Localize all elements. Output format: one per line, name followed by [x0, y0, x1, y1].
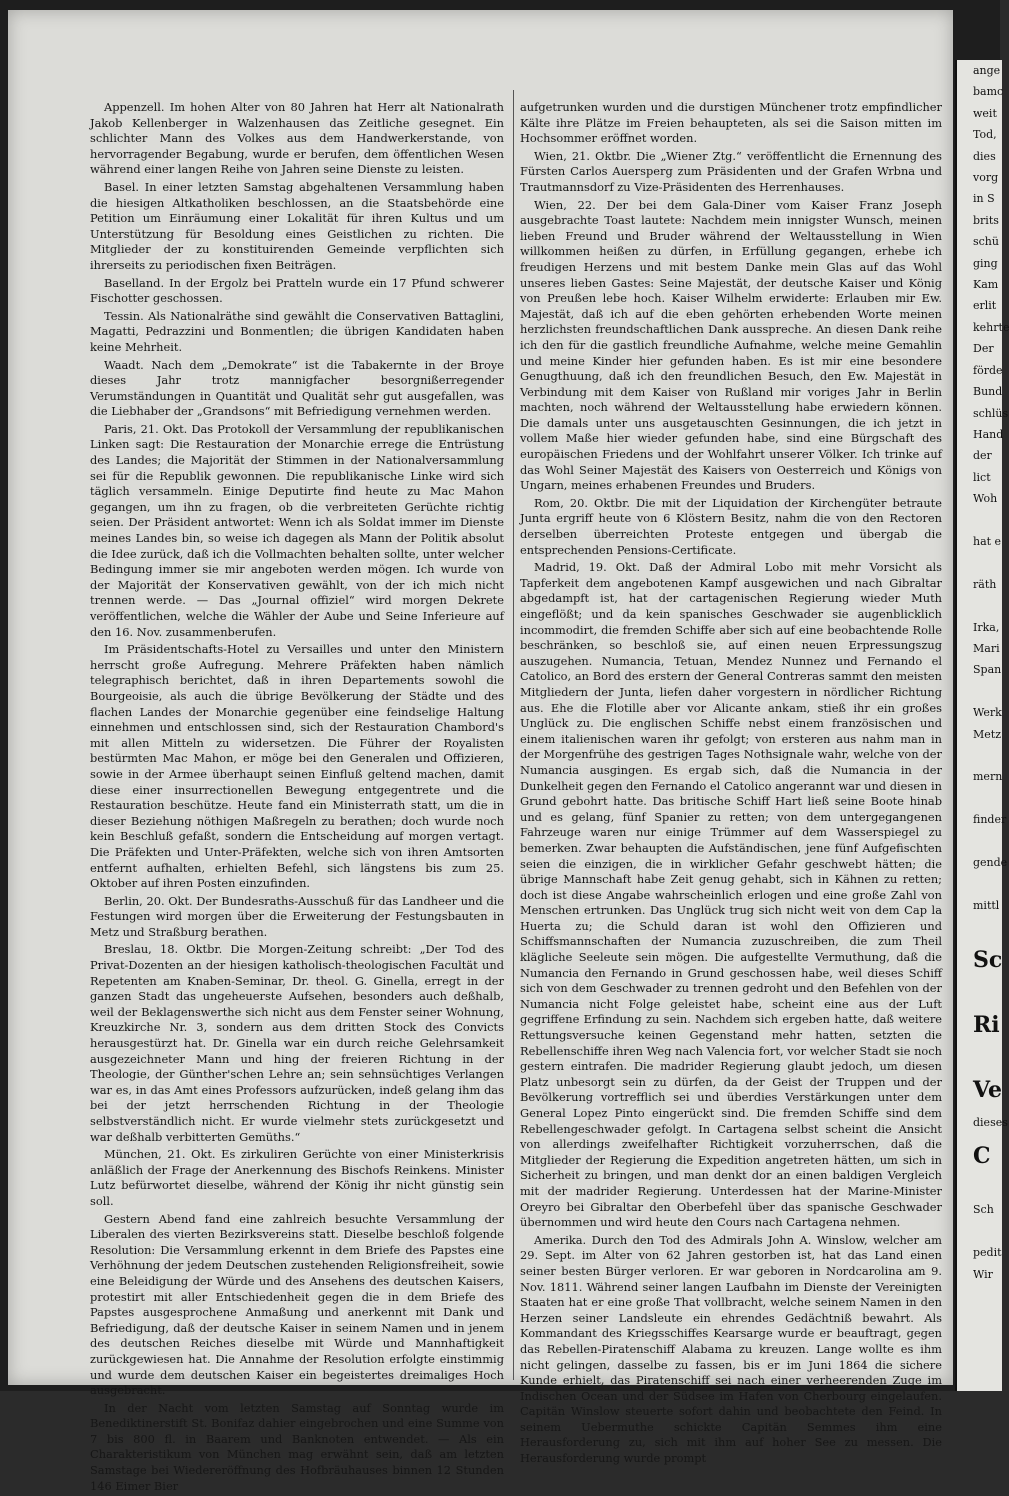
article-waadt: Waadt. Nach dem „Demokrate“ ist die Tabakernte in der Broye dieses Jahr trotz mannigfacher besorgnißerregender Verumständungen in Quantität und Qualität sehr gut ausgefallen, was die Liebhaber der „Grandsons“ mit Befriedigung vernehmen werden.: [90, 357, 504, 419]
edge-fragment: hat e: [973, 534, 1002, 548]
article-rom: Rom, 20. Oktbr. Die mit der Liquidation der Kirchengüter betraute Junta ergriff heute von 6 Klöstern Besitz, nahm die von den Rectoren derselben überreichten Proteste entgegen und übergab die entsprechenden Pensions-Certificate.: [520, 495, 942, 557]
edge-fragment: pedit: [973, 1246, 1002, 1260]
edge-fragment: ging: [973, 256, 998, 270]
edge-fragment: [957, 1047, 1002, 1068]
edge-fragment: [957, 1221, 1002, 1242]
edge-fragment: [957, 510, 1002, 531]
article-wien-21: Wien, 21. Oktbr. Die „Wiener Ztg.“ veröffentlicht die Ernennung des Fürsten Carlos Auersperg zum Präsidenten und der Grafen Wrbna und Trautmannsdorf zu Vize-Präsidenten des Herrenhauses.: [520, 148, 942, 194]
article-wien-22: Wien, 22. Der bei dem Gala-Diner vom Kaiser Franz Joseph ausgebrachte Toast lautete: Nachdem mein innigster Wunsch, meinen lieben Freund und Bruder während der Weltausstellung in Wien willkommen heißen zu dürfen, in Erfüllung gegangen, erhebe ich freudigen Herzens und mit bestem Danke mein Glas auf das Wohl unseres lieben Gastes: Seine Majestät, der deutsche Kaiser und König von Preußen lebe hoch. Kaiser Wilhelm erwiderte: Erlauben mir Ew. Majestät, daß ich auf die eben gehörten erhebenden Worte meinen herzlichsten freundschaftlichen Dank ausspreche. An diesen Dank reihe ich den für die gastlich freundliche Aufnahme, welche meine Gemahlin und meine Kinder hier gefunden haben. Es ist mir eine besondere Genugthuung, daß ich den freundlichen Besuch, den Ew. Majestät in Verbindung mit dem Kaiser von Rußland mir voriges Jahr in Berlin machten, noch während der Weltausstellung habe erwiedern können. Die damals unter uns ausgetauschten Gesinnungen, die ich jetzt in vollem Maße hier wieder gefunden habe, sind eine Bürgschaft des europäischen Friedens und der Wohlfahrt unserer Völker. Ich trinke auf das Wohl Seiner Majestät des Kaisers von Oesterreich und Königs von Ungarn, meines erhabenen Freundes und Bruders.: [520, 197, 942, 493]
edge-fragment: in S: [973, 192, 995, 206]
edge-fragment: schlüs: [973, 406, 1009, 420]
article-amerika: Amerika. Durch den Tod des Admirals John A. Winslow, welcher am 29. Sept. im Alter von 62 Jahren gestorben ist, hat das Land einen seiner besten Bürger verloren. Er war geboren in Nordcarolina am 9. Nov. 1811. Während seiner langen Laufbahn im Dienste der Vereinigten Staaten hat er eine große That vollbracht, welche seinem Namen in den Herzen seiner Landsleute ein ehrendes Gedächtniß bewahrt. Als Kommandant des Kriegsschiffes Kearsarge wurde er beauftragt, gegen das Rebellen-Piratenschiff Alabama zu kreuzen. Lange wollte es ihm nicht gelingen, dasselbe zu fassen, bis er im Juni 1864 die sichere Kunde erhielt, das Piratenschiff sei nach einer verheerenden Zuge im Indischen Ocean und der Südsee im Hafen von Cherbourg eingelaufen. Capitän Winslow steuerte sofort dahin und beobachtete den Feind. In seinem Uebermuthe schickte Capitän Semmes ihm eine Herausforderung zu, sich mit ihm auf hoher See zu messen. Die Herausforderung wurde prompt: [520, 1232, 942, 1466]
edge-fragment: [957, 595, 1002, 616]
article-muenchen-liberale: Gestern Abend fand eine zahlreich besuchte Versammlung der Liberalen des vierten Bezirksvereins statt. Dieselbe beschloß folgende Resolution: Die Versammlung erkennt in dem Briefe des Papstes eine Verhöhnung der jedem Deutschen zustehenden Religionsfreiheit, sowie eine Beleidigung der Würde und des Ansehens des deutschen Kaisers, protestirt mit aller Entschiedenheit gegen die in dem Briefe des Papstes ausgesprochene Anmaßung und anerkennt mit Dank und Befriedigung, daß der deutsche Kaiser in seinem Namen und in jenem des deutschen Reiches dieselbe mit Würde und Mannhaftigkeit zurückgewiesen hat. Die Annahme der Resolution erfolgte einstimmig und wurde dem deutschen Kaiser ein begeistertes dreimaliges Hoch ausgebracht.: [90, 1211, 504, 1398]
edge-fragment: Sc: [973, 946, 1003, 973]
edge-fragment: ange: [973, 64, 1001, 77]
edge-fragment: Kam: [973, 278, 999, 292]
edge-fragment: dieses: [973, 1116, 1008, 1130]
edge-fragment: brits: [973, 213, 999, 227]
edge-fragment: kehrte: [973, 320, 1009, 334]
edge-fragment: bamc: [973, 85, 1004, 99]
edge-fragment: Tod,: [973, 128, 997, 142]
column-divider: [513, 90, 514, 1380]
edge-fragment: Span: [973, 663, 1002, 677]
edge-fragment: Ve: [973, 1077, 1003, 1104]
edge-fragment: [957, 552, 1002, 573]
edge-fragment: vorg: [973, 171, 999, 185]
edge-fragment: [957, 873, 1002, 894]
edge-fragment: [957, 745, 1002, 766]
article-versailles: Im Präsidentschafts-Hotel zu Versailles und unter den Ministern herrscht große Aufregung. Mehrere Präfekten haben nämlich telegraphisch berichtet, daß in ihren Departements sowohl die Bourgeoisie, als auch die übrige Bevölkerung der Städte und des flachen Landes der Monarchie gegenüber eine feindselige Haltung einnehmen und entschlossen sind, sich der Restauration Chambord's mit allen Mitteln zu widersetzen. Die Führer der Royalisten bestürmten Mac Mahon, er möge bei den Generalen und Offizieren, sowie in der Armee überhaupt seinen Einfluß geltend machen, damit diese einer insurrectionellen Bewegung entgegentrete und die Restauration beschütze. Heute fand ein Ministerrath statt, um die in dieser Beziehung nöthigen Maßregeln zu berathen; doch wurde noch kein Beschluß gefaßt, sondern die Entscheidung auf morgen vertagt. Die Präfekten und Unter-Präfekten, welche sich von ihren Amtsorten entfernt aufhalten, erhielten Befehl, sich längstens bis zum 25. Oktober auf ihren Posten einzufinden.: [90, 642, 504, 891]
edge-fragment: förde: [973, 363, 1003, 377]
article-breslau: Breslau, 18. Oktbr. Die Morgen-Zeitung schreibt: „Der Tod des Privat-Dozenten an der hiesigen katholisch-theologischen Facultät und Repetenten am Knaben-Seminar, Dr. theol. G. Ginella, erregt in der ganzen Stadt das ungeheuerste Aufsehen, besonders auch deßhalb, weil der Beklagenswerthe sich nicht aus dem Fenster seiner Wohnung, Kreuzkirche Nr. 3, sondern aus dem dritten Stock des Convicts herausgestürzt hat. Dr. Ginella war ein durch reiche Gelehrsamkeit ausgezeichneter Mann und hing der freieren Richtung in der Theologie, der Günther'schen Lehre an; sein sehnsüchtiges Verlangen war es, in das Amt eines Professors aufzurücken, indeß gelang ihm das bei der jetzt herrschenden Richtung in der Theologie selbstverständlich nicht. Er wurde vielmehr stets zurückgesetzt und war deßhalb verbitterten Gemüths.“: [90, 942, 504, 1144]
edge-fragment: weit: [973, 106, 997, 120]
edge-fragment: räth: [973, 577, 997, 591]
article-muenchen: München, 21. Okt. Es zirkuliren Gerüchte von einer Ministerkrisis anläßlich der Frage der Anerkennung des Bischofs Reinkens. Minister Lutz befürwortet dieselbe, während der König ihr nicht günstig sein soll.: [90, 1147, 504, 1208]
article-tessin: Tessin. Als Nationalräthe sind gewählt die Conservativen Battaglini, Magatti, Pedrazzini und Bonmentlen; die übrigen Kandidaten haben keine Mehrheit.: [90, 308, 504, 354]
article-paris: Paris, 21. Okt. Das Protokoll der Versammlung der republikanischen Linken sagt: Die Restauration der Monarchie errege die Entrüstung des Landes; die Majorität der Stimmen in der Nationalversammlung sei für die Republik gewonnen. Die republikanische Linke wird sich täglich versammeln. Einige Deputirte find heute zu Mac Mahon gegangen, um ihn zu fragen, ob die verbreiteten Gerüchte richtig seien. Der Präsident antwortet: Wenn ich als Soldat immer im Dienste meines Landes bin, so weise ich dagegen als Mann der Politik absolut die Idee zurück, daß ich die Vollmachten behalten sollte, unter welcher Bedingung immer sie mir angeboten werden mögen. Ich wurde von der Majorität der Konservativen gewählt, von der ich mich nicht trennen werde. — Das „Journal offiziel“ wird morgen Dekrete veröffentlichen, welche die Wähler der Aube und Seine Inferieure auf den 16. Nov. zusammenberufen.: [90, 421, 504, 639]
edge-fragment: Sch: [973, 1203, 994, 1217]
edge-fragment: erlit: [973, 299, 997, 313]
adjacent-page-edge: [955, 60, 1009, 1391]
edge-fragment: finder: [973, 813, 1007, 827]
article-muenchen-cont: aufgetrunken wurden und die durstigen Münchener trotz empfindlicher Kälte ihre Plätze im Freien behaupteten, als sei die Saison mitten im Hochsommer eröffnet worden.: [520, 100, 942, 146]
article-madrid: Madrid, 19. Okt. Daß der Admiral Lobo mit mehr Vorsicht als Tapferkeit dem angebotenen Kampf ausgewichen und nach Gibraltar abgedampft ist, hat der cartagenischen Regierung wieder Muth eingeflößt; und da kein spanisches Geschwader sie augenblicklich incommodirt, die fremden Schiffe aber sich auf eine beobachtende Rolle beschränken, so beschloß sie, auf einen neuen Erpressungszug auszugehen. Numancia, Tetuan, Mendez Nunnez und Fernando el Catolico, an Bord des erstern der General Contreras sammt den meisten Mitgliedern der Junta, liefen daher vorgestern in nördlicher Richtung aus. Ehe die Flotille aber vor Alicante ankam, stieß ihr ein großes Unglück zu. Die englischen Schiffe nebst einem französischen und einem italienischen waren ihr gefolgt; von ersteren aus nahm man in der Morgenfrühe des gestrigen Tages Nothsignale wahr, welche von der Numancia ausgingen. Es ergab sich, daß die Numancia in der Dunkelheit gegen den Fernando el Catolico angerannt war und diesen in Grund gebohrt hatte. Das britische Schiff Hart ließ seine Boote hinab und es gelang, fünf Spanier zu retten; von dem untergegangenen Fahrzeuge waren nur einige Trümmer auf dem Wasserspiegel zu bemerken. Zwar behaupten die Aufständischen, jene fünf Aufgefischten seien die einzigen, die in wirklicher Gefahr geschwebt hätten; die übrige Mannschaft habe Zeit genug gehabt, sich in Kähnen zu retten; doch ist diese Angabe wahrscheinlich erlogen und eine große Zahl von Menschen ertrunken. Das Unglück trug sich nicht weit von dem Cap la Huerta zu; die Schuld daran ist wohl den Offizieren und Schiffsmannschaften der Numancia zuzuschreiben, die zum Theil klägliche Seeleute sein mögen. Die aufgestellte Vermuthung, daß die Numancia den Fernando in Grund geschossen habe, weil dieses Schiff sich von dem Geschwader zu trennen gedroht und den Befehlen von der Numancia nicht Folge geleistet habe, scheint eine aus der Luft gegriffene Erfindung zu sein. Nachdem sich ergeben hatte, daß weitere Rettungsversuche keinen Gegenstand mehr hatten, setzten die Rebellenschiffe ihren Weg nach Valencia fort, vor welcher Stadt sie noch gestern eintrafen. Die madrider Regierung glaubt jedoch, um diesen Platz unbesorgt sein zu dürfen, da der Geist der Truppen und der Bevölkerung vortrefflich sei und überdies Verstärkungen unter dem General Lopez Pinto eingerückt sind. Die fremden Schiffe sind dem Rebellengeschwader gefolgt. In Cartagena selbst scheint die Ansicht von allerdings zweifelhafter Richtigkeit vorzuherrschen, daß die Mitglieder der Regierung die Expedition angetreten hätten, um sich in Sicherheit zu bringen, und man denkt dor an einen baldigen Vergleich mit der madrider Regierung. Unterdessen hat der Marine-Minister Oreyro bei Gibraltar den Oberbefehl über das spanische Geschwader übernommen und wird heute den Cours nach Cartagena nehmen.: [520, 560, 942, 1230]
edge-fragment: Bund: [973, 385, 1003, 399]
edge-fragment: Metz: [973, 727, 1001, 741]
edge-fragment: [957, 681, 1002, 702]
article-basel: Basel. In einer letzten Samstag abgehaltenen Versammlung haben die hiesigen Altkatholiken beschlossen, an die Staatsbehörde eine Petition um Einräumung einer Lokalität für ihren Kultus und um Unterstützung für Besoldung eines Geistlichen zu richten. Die Mitglieder der zu konstituirenden Gemeinde verpflichten sich ihrerseits zu periodischen fixen Beiträgen.: [90, 179, 504, 272]
edge-fragment: schü: [973, 235, 999, 249]
edge-fragment: Der: [973, 342, 994, 356]
edge-fragment: Wir: [973, 1267, 993, 1281]
right-column: [520, 100, 942, 1469]
left-column: [90, 100, 504, 1496]
article-baselland: Baselland. In der Ergolz bei Pratteln wurde ein 17 Pfund schwerer Fischotter geschossen.: [90, 275, 504, 306]
edge-fragment: Hand: [973, 427, 1004, 441]
edge-fragment: der: [973, 449, 992, 463]
edge-fragment: mittl: [973, 898, 1000, 912]
edge-fragment: Mari: [973, 641, 1000, 655]
edge-fragment: [957, 1178, 1002, 1199]
edge-fragment: gende: [973, 856, 1008, 870]
edge-fragment: mern: [973, 770, 1003, 784]
article-muenchen-einbruch: In der Nacht vom letzten Samstag auf Sonntag wurde im Benediktinerstift St. Bonifaz dahier eingebrochen und eine Summe von 7 bis 800 fl. in Baarem und Banknoten entwendet. — Als ein Charakteristikum von München mag erwähnt sein, daß am letzten Samstage bei Wiedereröffnung des Hofbräuhauses binnen 12 Stunden 146 Eimer Bier: [90, 1400, 504, 1493]
edge-fragment: dies: [973, 149, 996, 163]
edge-fragment: Werk: [973, 706, 1002, 720]
edge-fragment: C: [973, 1142, 991, 1169]
edge-fragment: Irka,: [973, 620, 1000, 634]
edge-fragment: [957, 831, 1002, 852]
edge-fragment: [957, 788, 1002, 809]
article-berlin: Berlin, 20. Okt. Der Bundesraths-Ausschuß für das Landheer und die Festungen wird morgen über die Erweiterung der Festungsbauten in Metz und Straßburg berathen.: [90, 893, 504, 939]
edge-fragment: lict: [973, 470, 991, 484]
edge-fragment: [957, 982, 1002, 1003]
edge-fragment: [957, 916, 1002, 937]
article-appenzell: Appenzell. Im hohen Alter von 80 Jahren hat Herr alt Nationalrath Jakob Kellenberger in Walzenhausen das Zeitliche gesegnet. Ein schlichter Mann des Volkes aus dem Handwerkerstande, von hervorragender Begabung, wurde er berufen, dem öffentlichen Wesen während einer langen Reihe von Jahren seine Dienste zu leisten.: [90, 100, 504, 177]
edge-fragment: Woh: [973, 492, 998, 506]
newspaper-page: [8, 10, 953, 1493]
edge-fragment: Ri: [973, 1012, 1000, 1039]
